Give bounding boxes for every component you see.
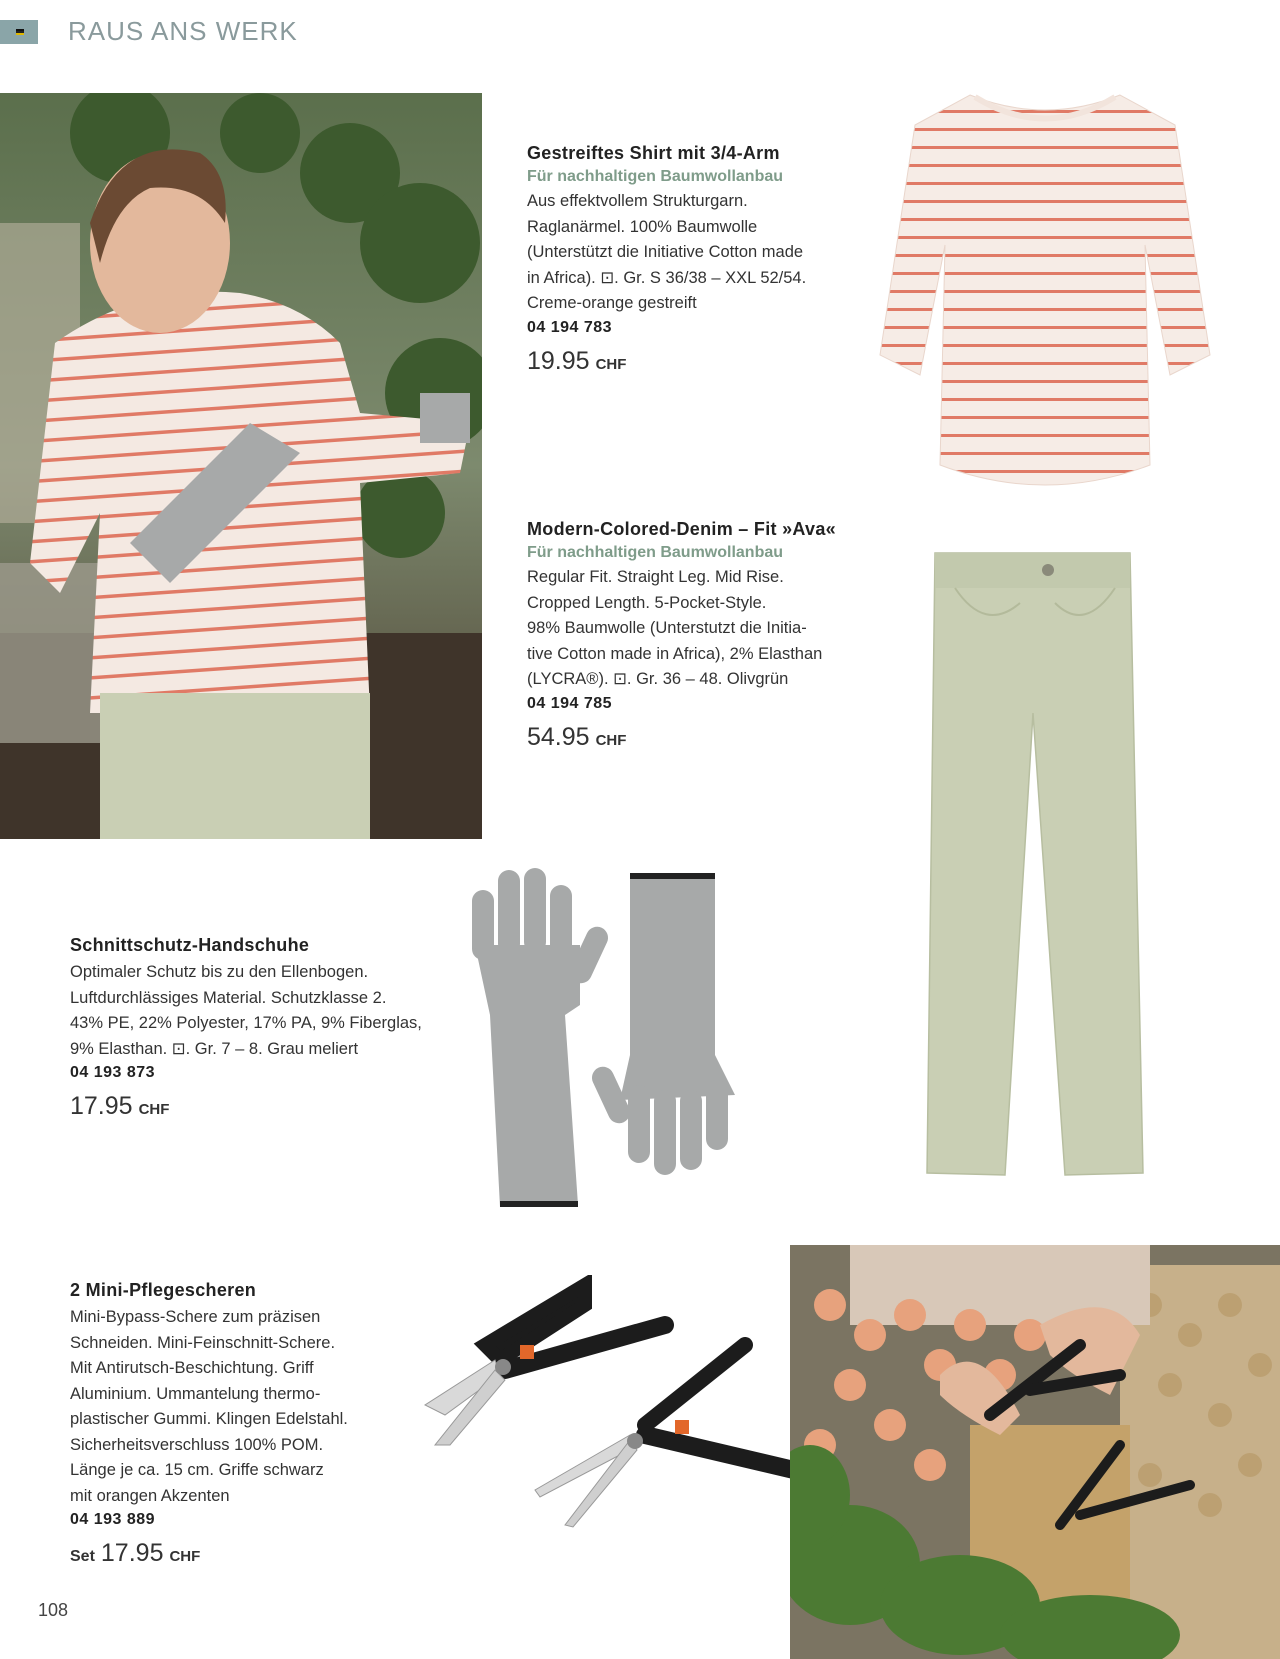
product-denim bbox=[527, 519, 872, 752]
scissors-image bbox=[415, 1275, 825, 1545]
product-description: Aus effektvollem Strukturgarn. Raglanärmel. 100% Baumwolle (Unterstützt die Initiative Cotton made in Africa). ⊡. Gr. S 36/38 – XXL 52/54. Creme-orange gestreift bbox=[527, 192, 807, 312]
currency: CHF bbox=[169, 1548, 201, 1565]
flower-pruning-photo bbox=[790, 1245, 1280, 1659]
price bbox=[70, 1092, 480, 1121]
article-number: 04 193 873 bbox=[70, 1064, 156, 1081]
shirt-image bbox=[875, 85, 1215, 505]
price bbox=[527, 723, 872, 752]
price bbox=[527, 347, 857, 376]
price-value: 19.95 bbox=[527, 346, 590, 375]
price-value: 54.95 bbox=[527, 722, 590, 751]
currency: CHF bbox=[138, 1101, 170, 1118]
section-title: RAUS ANS WERK bbox=[68, 16, 298, 46]
product-name: Modern-Colored-Denim – Fit »Ava« bbox=[527, 519, 836, 539]
product-gloves bbox=[70, 935, 480, 1121]
price-prefix: Set bbox=[70, 1548, 95, 1565]
price-value: 17.95 bbox=[100, 1539, 164, 1567]
price-value: 17.95 bbox=[70, 1092, 133, 1120]
currency: CHF bbox=[595, 355, 627, 373]
product-name: Schnittschutz-Handschuhe bbox=[70, 935, 310, 955]
pants-image bbox=[925, 543, 1145, 1183]
product-scissors bbox=[70, 1280, 400, 1568]
article-number: 04 194 785 bbox=[527, 694, 613, 712]
product-description: Regular Fit. Straight Leg. Mid Rise. Cropped Length. 5-Pocket-Style. 98% Baumwolle (Unterstutzt die Initia- tive Cotton made in Africa), 2% Elasthan (LYCRA®). ⊡. Gr. 36 – 48. Olivgrün bbox=[527, 568, 823, 688]
article-number: 04 193 889 bbox=[70, 1511, 156, 1528]
product-subtitle: Für nachhaltigen Baumwollanbau bbox=[527, 544, 784, 561]
product-description: Optimaler Schutz bis zu den Ellenbogen. Luftdurchlässiges Material. Schutzklasse 2. 43% PE, 22% Polyester, 17% PA, 9% Fiberglas, 9% Elasthan. ⊡. Gr. 7 – 8. Grau meliert bbox=[70, 963, 422, 1058]
woman-gardening-photo bbox=[0, 93, 482, 839]
product-description: Mini-Bypass-Schere zum präzisen Schneiden. Mini-Feinschnitt-Schere. Mit Antirutsch-Beschichtung. Griff Aluminium. Ummantelung thermo- plastischer Gummi. Klingen Edelstahl. Sicherheitsverschluss 100% POM. Länge je ca. 15 cm. Griffe schwarz mit orangen Akzenten bbox=[70, 1308, 348, 1505]
product-name: Gestreiftes Shirt mit 3/4-Arm bbox=[527, 143, 780, 163]
product-name: 2 Mini-Pflegescheren bbox=[70, 1280, 257, 1300]
product-shirt bbox=[527, 143, 857, 376]
currency: CHF bbox=[595, 731, 627, 749]
header-tab bbox=[0, 20, 38, 44]
article-number: 04 194 783 bbox=[527, 318, 613, 336]
price bbox=[70, 1539, 400, 1568]
flag-icon bbox=[16, 29, 24, 35]
gloves-image bbox=[470, 865, 755, 1215]
product-subtitle: Für nachhaltigen Baumwollanbau bbox=[527, 168, 784, 185]
page-number: 108 bbox=[38, 1600, 69, 1620]
